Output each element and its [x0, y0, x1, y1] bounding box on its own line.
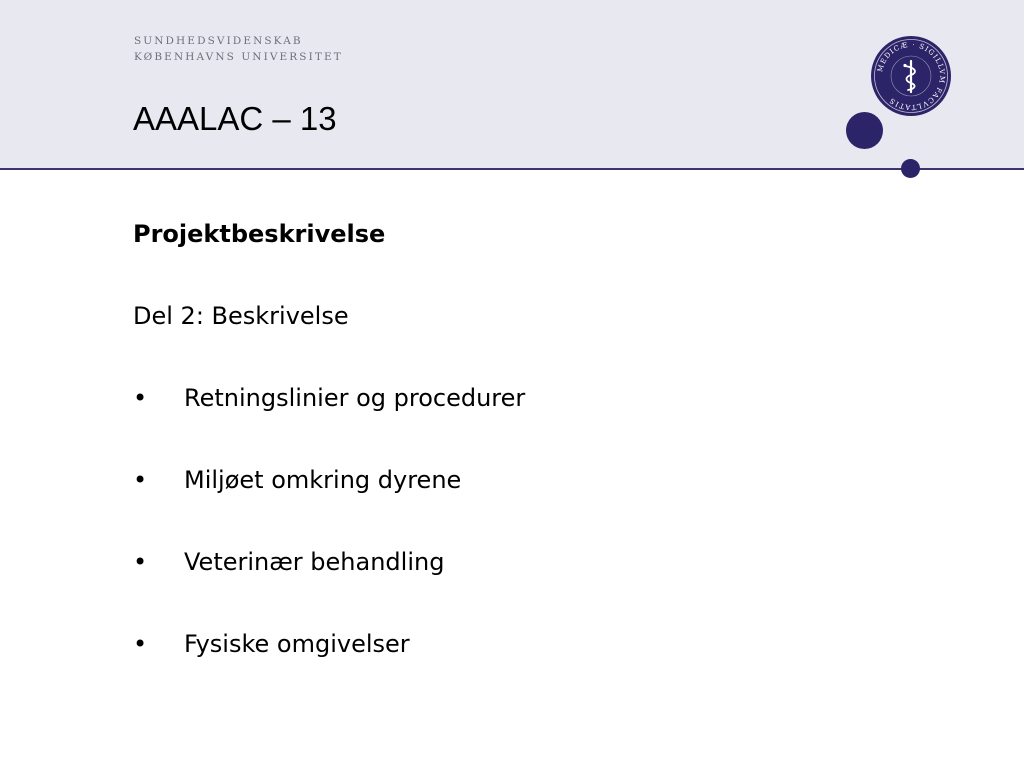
bullet-icon: • [133, 466, 148, 494]
list-item-text: Veterinær behandling [184, 548, 445, 576]
decorative-dot-small [901, 159, 920, 178]
section-heading: Projektbeskrivelse [133, 220, 386, 248]
list-item-text: Retningslinier og procedurer [184, 384, 526, 412]
seal-ring-text: MEDICÆ · SIGILLVM FACVLTATIS [876, 40, 947, 112]
bullet-icon: • [133, 548, 148, 576]
section-subheading: Del 2: Beskrivelse [133, 302, 349, 330]
slide-title: AAALAC – 13 [133, 100, 337, 137]
decorative-dot-large [846, 112, 883, 149]
header-divider [0, 168, 1024, 170]
bullet-icon: • [133, 384, 148, 412]
university-name: KØBENHAVNS UNIVERSITET [134, 51, 343, 63]
bullet-icon: • [133, 630, 148, 658]
faculty-name: SUNDHEDSVIDENSKAB [134, 35, 303, 47]
list-item-text: Fysiske omgivelser [184, 630, 410, 658]
list-item-text: Miljøet omkring dyrene [184, 466, 462, 494]
university-seal-logo [870, 35, 952, 117]
